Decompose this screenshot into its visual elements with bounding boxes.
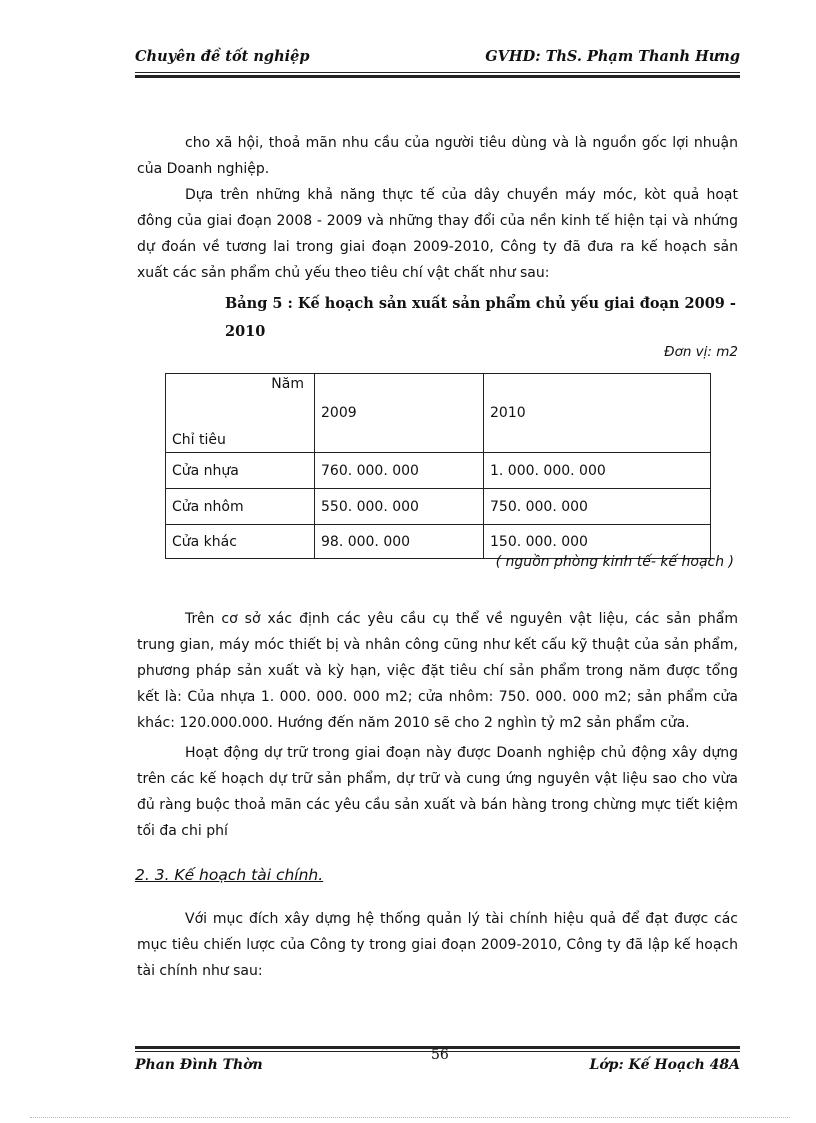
paragraph-3: Trên cơ sở xác định các yêu cầu cụ thể về nguyên vật liệu, các sản phẩm trung gian, máy móc thiết bị và nhân công cũng như kết cấu kỹ thuật của sản phẩm, phương pháp sản xuất và kỳ hạn, việc đặt tiêu chí sản phẩm trong năm được tổng kết là: Của nhựa 1. 000. 000. 000 m2; cửa nhôm: 750. 000. 000 m2; sản phẩm cửa khác: 120.000.000. Hướng đến năm 2010 sẽ cho 2 nghìn tỷ m2 sản phẩm cửa. — [137, 611, 738, 731]
paragraph-1: cho xã hội, thoả mãn nhu cầu của người tiêu dùng và là nguồn gốc lợi nhuận của Doanh nghiệp. — [137, 135, 738, 177]
corner-indicator-label: Chỉ tiêu — [172, 432, 226, 448]
paragraph-4: Hoạt động dự trữ trong giai đoạn này được Doanh nghiệp chủ động xây dựng trên các kế hoạch dự trữ sản phẩm, dự trữ và cung ứng nguyên vật liệu sao cho vừa đủ ràng buộc thoả mãn các yêu cầu sản xuất và bán hàng trong chừng mực tiết kiệm tối đa chi phí — [137, 745, 738, 839]
header-rule-thick — [135, 75, 740, 78]
page-number: 56 — [431, 1047, 449, 1063]
row-label: Cửa nhựa — [166, 453, 315, 489]
footer-class: Lớp: Kế Hoạch 48A — [589, 1057, 740, 1073]
page-header — [135, 48, 740, 70]
paragraph-5: Với mục đích xây dựng hệ thống quản lý tài chính hiệu quả để đạt được các mục tiêu chiến lược của Công ty trong giai đoạn 2009-2010, Công ty đã lập kế hoạch tài chính như sau: — [137, 911, 738, 979]
production-plan-table — [165, 373, 711, 559]
row-label: Cửa khác — [166, 525, 315, 559]
table-row — [166, 453, 711, 489]
header-rule-thin — [135, 72, 740, 73]
table-header-row — [166, 374, 711, 453]
cell-2010: 150. 000. 000 — [484, 525, 711, 559]
col-header-2010: 2010 — [484, 374, 711, 453]
table-corner-cell — [166, 374, 315, 453]
header-title: Chuyên đề tốt nghiệp — [135, 48, 310, 65]
corner-year-label: Năm — [271, 376, 304, 392]
header-supervisor: GVHD: ThS. Phạm Thanh Hưng — [485, 48, 740, 65]
section-heading: 2. 3. Kế hoạch tài chính. — [135, 866, 324, 884]
col-header-2009: 2009 — [315, 374, 484, 453]
cell-2009: 550. 000. 000 — [315, 489, 484, 525]
table-source-note: ( nguồn phòng kinh tế- kế hoạch ) — [495, 554, 734, 570]
paragraph-2: Dựa trên những khả năng thực tế của dây chuyền máy móc, kòt quả hoạt đông của giai đoạn 2008 - 2009 và những thay đổi của nền kinh tế hiện tại và nhứng dự đoán về tương lai trong giai đoạn 2009-2010, Công ty đã đưa ra kế hoạch sản xuất các sản phẩm chủ yếu theo tiêu chí vật chất như sau: — [137, 187, 738, 281]
page-footer — [135, 1047, 740, 1077]
table-row — [166, 489, 711, 525]
row-label: Cửa nhôm — [166, 489, 315, 525]
cell-2010: 1. 000. 000. 000 — [484, 453, 711, 489]
page-edge-dotted-line — [30, 1117, 790, 1118]
table-unit: Đơn vị: m2 — [664, 344, 738, 360]
cell-2010: 750. 000. 000 — [484, 489, 711, 525]
table-caption: Bảng 5 : Kế hoạch sản xuất sản phẩm chủ yếu giai đoạn 2009 - 2010 — [225, 295, 736, 340]
footer-author: Phan Đình Thờn — [135, 1057, 263, 1073]
cell-2009: 98. 000. 000 — [315, 525, 484, 559]
cell-2009: 760. 000. 000 — [315, 453, 484, 489]
